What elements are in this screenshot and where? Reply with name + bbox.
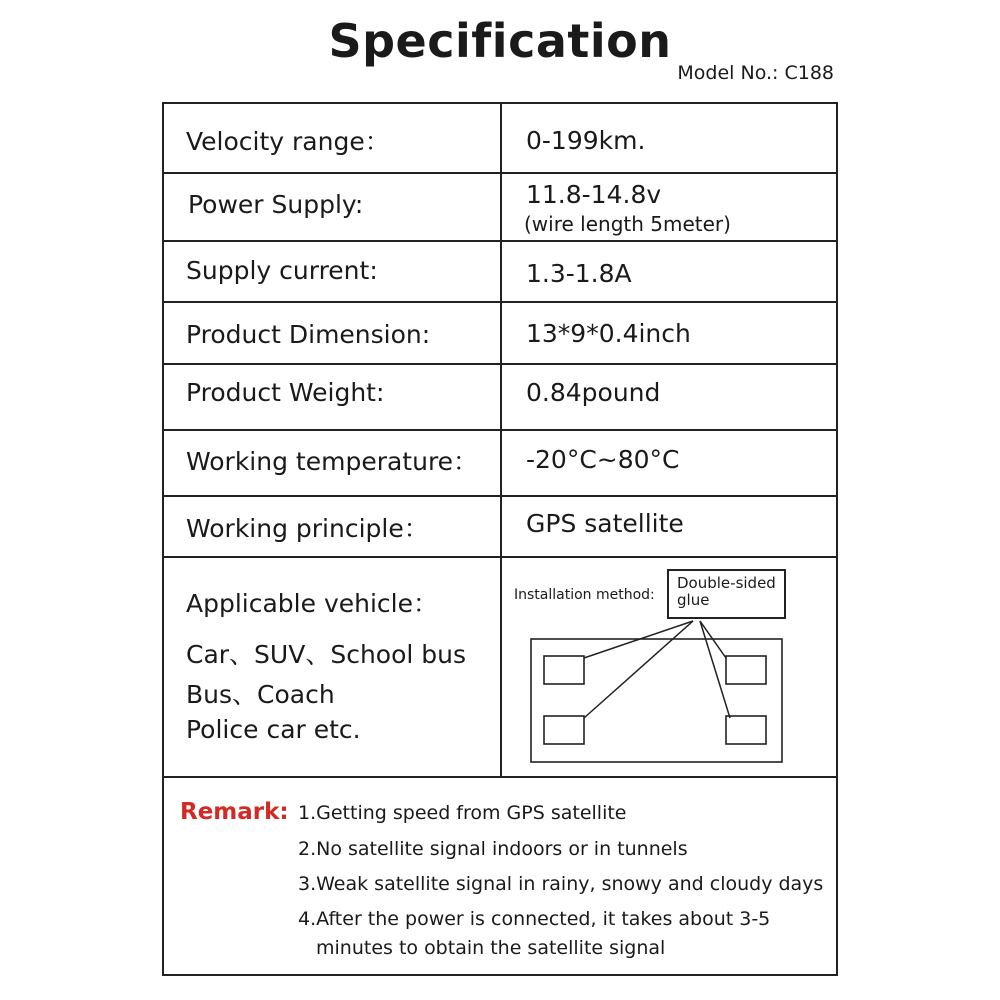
pointer-line bbox=[584, 621, 693, 718]
spec-label-temperature: Working temperature： bbox=[186, 447, 479, 476]
spec-note-power: (wire length 5meter) bbox=[524, 212, 731, 236]
vehicle-line: Police car etc. bbox=[186, 715, 361, 744]
spec-label-velocity: Velocity range： bbox=[186, 127, 390, 156]
installation-method-line: glue bbox=[677, 591, 710, 609]
installation-method-line: Double-sided bbox=[677, 574, 776, 592]
installation-label: Installation method: bbox=[514, 587, 655, 603]
spec-value-velocity: 0-199km. bbox=[526, 126, 646, 155]
glue-pad bbox=[726, 656, 766, 684]
spec-value-current: 1.3-1.8A bbox=[526, 259, 632, 288]
glue-pad bbox=[544, 656, 584, 684]
remark-item: minutes to obtain the satellite signal bbox=[316, 937, 666, 959]
glue-pad bbox=[726, 716, 766, 744]
spec-value-temperature: -20°C~80°C bbox=[526, 445, 680, 474]
model-number: Model No.: C188 bbox=[677, 62, 834, 84]
vehicle-label: Applicable vehicle： bbox=[186, 589, 438, 618]
spec-value-weight: 0.84pound bbox=[526, 378, 661, 407]
vehicle-line: Bus、Coach bbox=[186, 680, 335, 709]
spec-label-principle: Working principle： bbox=[186, 514, 429, 543]
remark-title: Remark: bbox=[180, 799, 289, 825]
glue-pad bbox=[544, 716, 584, 744]
spec-value-principle: GPS satellite bbox=[526, 509, 684, 538]
spec-value-dimension: 13*9*0.4inch bbox=[526, 319, 691, 348]
specification-table bbox=[162, 102, 838, 976]
spec-label-power: Power Supply: bbox=[188, 190, 364, 219]
spec-value-power: 11.8-14.8v bbox=[526, 180, 662, 209]
remark-item: 4.After the power is connected, it takes about 3-5 bbox=[298, 908, 771, 930]
remark-item: 1.Getting speed from GPS satellite bbox=[298, 802, 627, 824]
remark-item: 2.No satellite signal indoors or in tunnels bbox=[298, 838, 688, 860]
spec-label-dimension: Product Dimension: bbox=[186, 320, 431, 349]
page-title: Specification bbox=[328, 14, 672, 68]
spec-label-weight: Product Weight: bbox=[186, 378, 385, 407]
spec-label-current: Supply current: bbox=[186, 256, 378, 285]
installation-diagram bbox=[164, 104, 836, 776]
remark-item: 3.Weak satellite signal in rainy, snowy and cloudy days bbox=[298, 873, 824, 895]
vehicle-line: Car、SUV、School bus bbox=[186, 640, 467, 669]
